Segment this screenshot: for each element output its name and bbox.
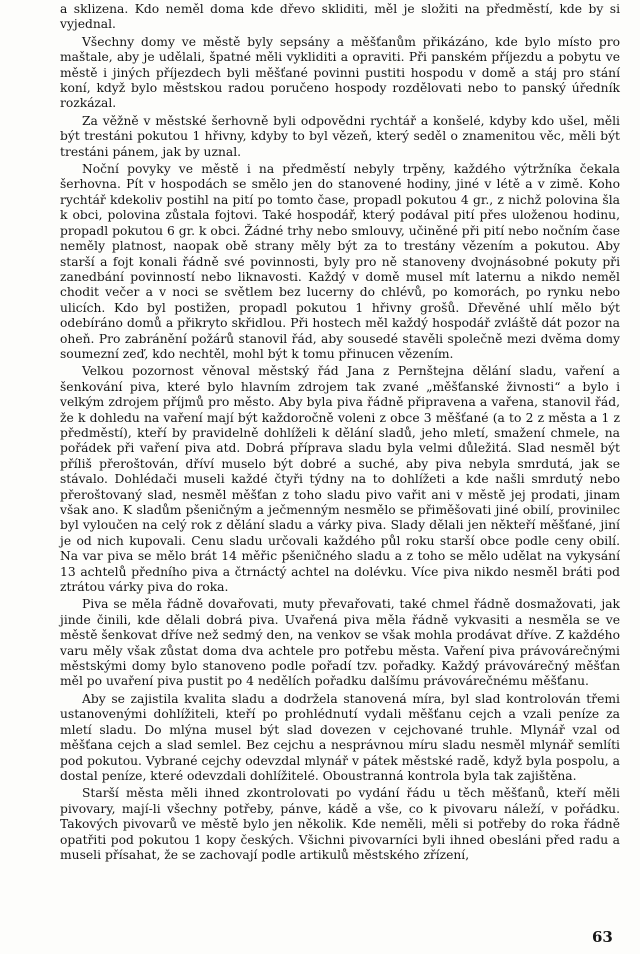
paragraph: a sklizena. Kdo neměl doma kde dřevo skliditi, měl je složiti na předměstí, kde by si vyjednal. bbox=[60, 2, 620, 32]
paragraph: Všechny domy ve městě byly sepsány a měšťanům přikázáno, kde bylo místo pro maštale, aby je udělali, špatné měli vykliditi a opraviti. Při panském příjezdu a pobytu ve městě i jiných příjezdech byli měšťané povinni pustiti hospodu v domě a stáj pro stání koní, když bylo městskou radou poručeno hospody rozdělovati nebo to panský úředník rozkázal. bbox=[60, 34, 620, 111]
page-number: 63 bbox=[592, 928, 613, 946]
paragraph: Za věžně v městské šerhovně byli odpovědni rychtář a konšelé, kdyby kdo ušel, měli být trestáni pokutou 1 hřivny, kdyby to byl vězeň, který seděl o znamenitou věc, měli být trestáni pánem, jak by uznal. bbox=[60, 113, 620, 159]
paragraph: Aby se zajistila kvalita sladu a dodržela stanovená míra, byl slad kontrolován třemi ustanovenými dohlížiteli, kteří po prohlédnutí vydali měšťanu cejch a vzali peníze za mletí sladu. Do mlýna musel být slad dovezen v cejchované truhle. Mlynář vzal od měšťana cejch a slad semlel. Bez cejchu a nesprávnou míru sladu nesměl mlynář semlíti pod pokutou. Vybrané cejchy odevzdal mlynář v pátek městské radě, když byla pospolu, a dostal peníze, které odevzdali dohlížitelé. Oboustranná kontrola byla tak zajištěna. bbox=[60, 691, 620, 783]
paragraph: Piva se měla řádně dovařovati, muty převařovati, také chmel řádně dosmažovati, jak jinde činili, kde dělali dobrá piva. Uvařená piva měla řádně vykvasiti a nesměla se ve městě šenkovat dříve než sedmý den, na venkov se však mohla prodávat dříve. Z každého varu měly však zůstat doma dva achtele pro potřebu města. Vaření piva právovárečnými městskými domy bylo stanoveno podle pořadí tzv. pořadky. Každý právovárečný měšťan měl po uvaření piva pustit po 4 nedělích pořadku dalšímu právovárečnému měšťanu. bbox=[60, 597, 620, 689]
paragraph: Noční povyky ve městě i na předměstí nebyly trpěny, každého výtržníka čekala šerhovna. Pít v hospodách se smělo jen do stanovené hodiny, jiné v létě a v zimě. Koho rychtář kdekoliv postihl na pití po tomto čase, propadl pokutou 4 gr., z nichž polovina šla k obci, polovina zůstala fojtovi. Také hospodář, který podával pití přes uloženou hodinu, propadl pokutou 6 gr. k obci. Žádné trhy nebo smlouvy, učiněné při pití nebo nočním čase neměly platnost, naopak obě strany měly být za to trestány vězením a pokutou. Aby starší a fojt konali řádně své povinnosti, byly pro ně stanoveny dvojnásobné pokuty při zanedbání povinností nebo liknavosti. Každý v domě musel mít laternu a nikdo neměl chodit večer a v noci se světlem bez lucerny do chlévů, po komorách, po rynku nebo ulicích. Kdo byl postižen, propadl pokutou 1 hřivny grošů. Dřevěné uhlí mělo být odebíráno domů a přikryto skřidlou. Při hostech měl každý hospodář zvláště dát pozor na oheň. Pro zabránění požárů stanovil řád, aby sousedé stavěli společně mezi dvěma domy soumezní zeď, kdo nechtěl, mohl být k tomu přinucen vězením. bbox=[60, 162, 620, 361]
paragraph: Velkou pozornost věnoval městský řád Jana z Pernštejna dělání sladu, vaření a šenkování piva, které bylo hlavním zdrojem tak zvané „měšťanské živnosti“ a bylo i velkým zdrojem příjmů pro město. Aby byla piva řádně připravena a vařena, stanovil řád, že k dohledu na vaření mají být každoročně voleni z obce 3 měšťané (a to 2 z města a 1 z předměstí), kteří by pravidelně dohlíželi k dělání sladů, jeho mletí, smažení chmele, na pořádek při vaření piva atd. Dobrá příprava sladu byla velmi důležitá. Slad nesměl být příliš přeroštován, dříví muselo být dobré a suché, aby piva nebyla smrdutá, jak se stávalo. Dohlédači museli každé čtyři týdny na to dohlížeti a kde našli smrdutý nebo přeroštovaný slad, nesměl měšťan z toho sladu pivo vařit ani v městě jej prodati, jinam však ano. K sladům pšeničným a ječmenným nesmělo se přiměšovati jiné obilí, provinilec byl vyloučen na celý rok z dělání sladu a várky piva. Slady dělali jen někteří měšťané, jiní je od nich kupovali. Cenu sladu určovali každého půl roku starší obce podle ceny obilí. Na var piva se mělo brát 14 měřic pšeničného sladu a z toho se mělo udělat na vykysání 13 achtelů předního piva a čtrnáctý achtel na dolévku. Více piva nikdo nesměl bráti pod ztrátou várky piva do roka. bbox=[60, 364, 620, 595]
paragraph: Starší města měli ihned zkontrolovati po vydání řádu u těch měšťanů, kteří měli pivovary, mají-li všechny potřeby, pánve, kádě a vše, co k pivovaru náleží, v pořádku. Takových pivovarů ve městě bylo jen několik. Kde neměli, měli si potřeby do roka řádně opatřiti pod pokutou 1 kopy českých. Všichni pivovarníci byli ihned obesláni před radu a museli přísahat, že se zachovají podle artikulů městského zřízení, bbox=[60, 786, 620, 862]
body-text bbox=[60, 2, 620, 865]
